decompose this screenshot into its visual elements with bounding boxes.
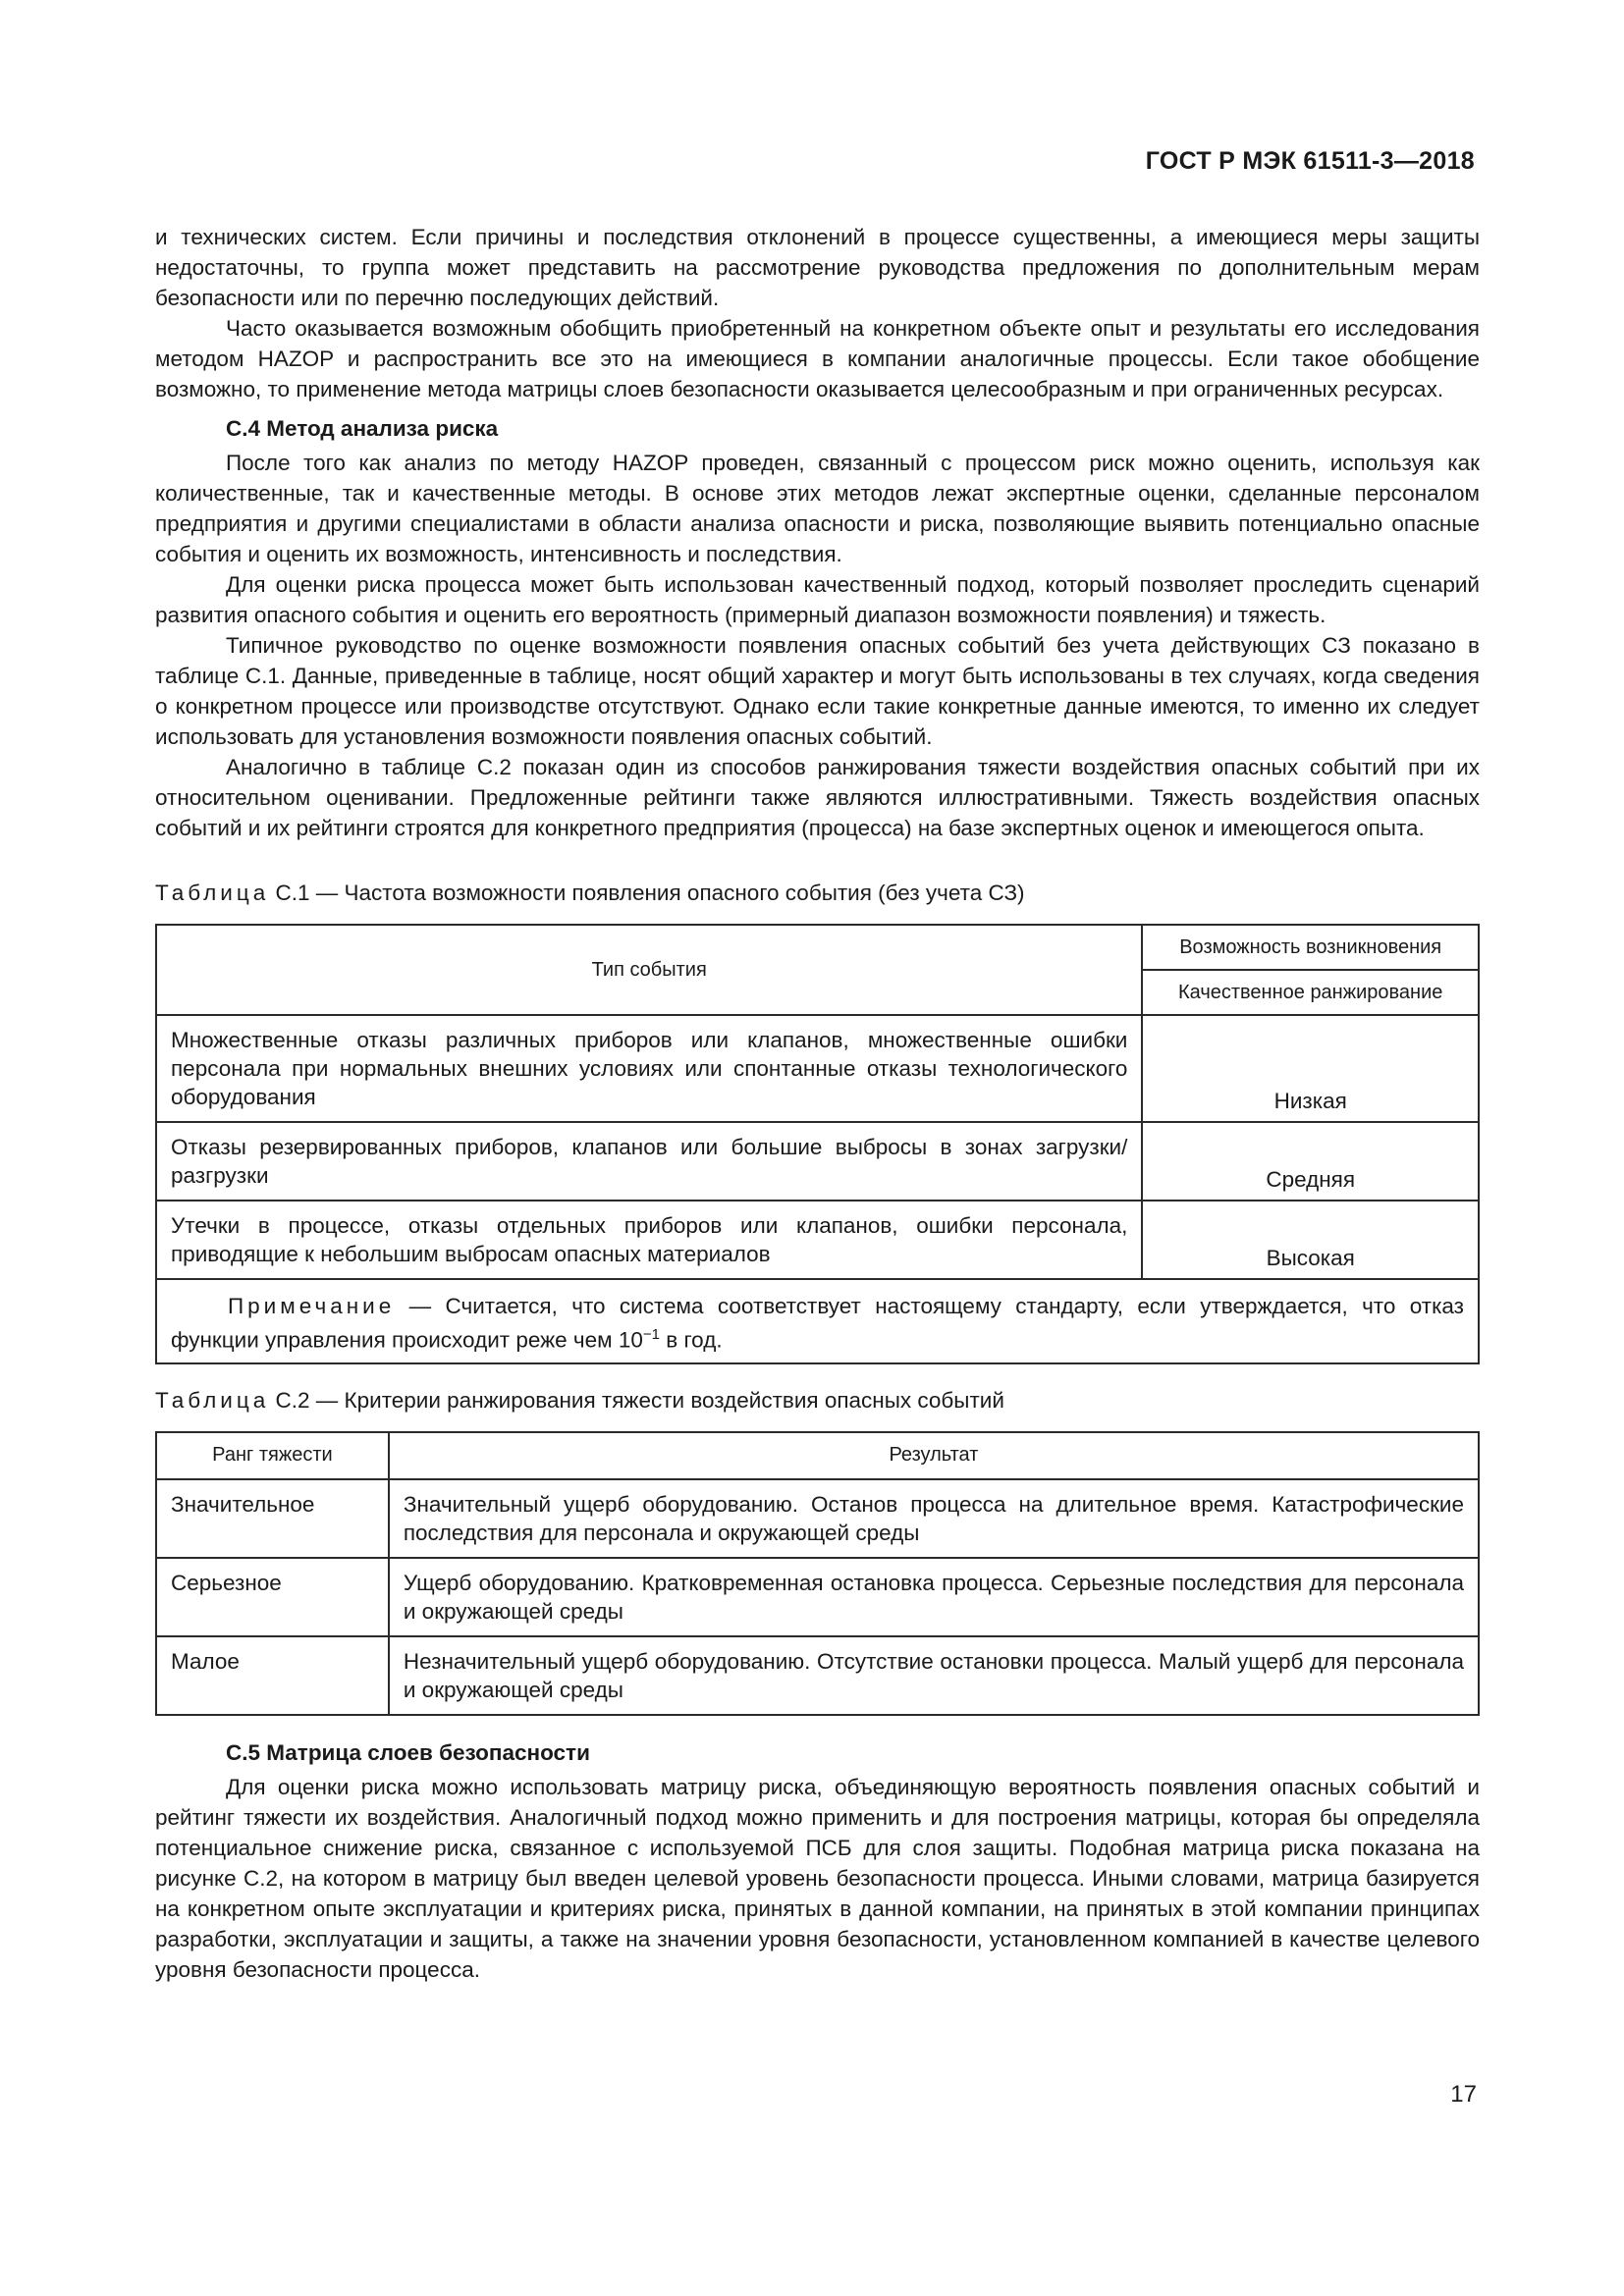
paragraph: Аналогично в таблице С.2 показан один из способов ранжирования тяжести воздействия опасных событий при их относительном оценивании. Предложенные рейтинги также являются иллюстративными. Тяжесть воздействия опасных событий и их рейтинги строятся для конкретного предприятия (процесса) на базе экспертных оценок и имеющегося опыта. bbox=[155, 755, 1480, 840]
paragraph: После того как анализ по методу HAZOP проведен, связанный с процессом риск можно оценить, используя как количественные, так и качественные методы. В основе этих методов лежат экспертные оценки, сделанные персоналом предприятия и другими специалистами в области анализа опасности и риска, позволяющие выявить потенциально опасные события и оценить их возможность, интенсивность и последствия. bbox=[155, 451, 1480, 566]
event-cell: Отказы резервированных приборов, клапанов или большие выбросы в зонах загрузки/разгрузки bbox=[156, 1122, 1142, 1201]
table-caption-label: Таблица bbox=[155, 1387, 270, 1413]
rank-cell: Значительное bbox=[156, 1479, 389, 1558]
paragraph: Часто оказывается возможным обобщить приобретенный на конкретном объекте опыт и результаты его исследования методом HAZOP и распространить все это на имеющиеся в компании аналогичные процессы. Если такое обобщение возможно, то применение метода матрицы слоев безопасности оказывается целесообразным и при ограниченных ресурсах. bbox=[155, 316, 1480, 401]
rank-cell: Малое bbox=[156, 1636, 389, 1715]
column-header-result: Результат bbox=[389, 1432, 1479, 1479]
table-c1 bbox=[155, 924, 1480, 1364]
table-row bbox=[156, 1636, 1479, 1715]
table-c2 bbox=[155, 1431, 1480, 1716]
section-heading-c5: С.5 Матрица слоев безопасности bbox=[226, 1739, 590, 1765]
note-label: Примечание bbox=[228, 1294, 396, 1318]
page-content bbox=[155, 222, 1480, 1985]
table-note-row bbox=[156, 1279, 1479, 1363]
rank-cell: Средняя bbox=[1142, 1122, 1479, 1201]
table-row bbox=[156, 1122, 1479, 1201]
event-cell: Утечки в процессе, отказы отдельных приборов или клапанов, ошибки персонала, приводящие к небольшим выбросам опасных материалов bbox=[156, 1201, 1142, 1279]
rank-cell: Низкая bbox=[1142, 1015, 1479, 1122]
table-row bbox=[156, 1015, 1479, 1122]
rank-cell: Серьезное bbox=[156, 1558, 389, 1636]
column-header-qualitative: Качественное ранжирование bbox=[1142, 970, 1479, 1015]
note-exponent: −1 bbox=[642, 1326, 661, 1343]
rank-cell: Высокая bbox=[1142, 1201, 1479, 1279]
table-caption-label: Таблица bbox=[155, 881, 270, 905]
table-caption-text: С.1 — Частота возможности появления опасного события (без учета СЗ) bbox=[275, 881, 1025, 905]
table-row bbox=[156, 1201, 1479, 1279]
column-header-event-type: Тип события bbox=[156, 925, 1142, 1015]
paragraph: Для оценки риска процесса может быть использован качественный подход, который позволяет проследить сценарий развития опасного события и оценить его вероятность (примерный диапазон возможности появления) и тяжесть. bbox=[155, 572, 1480, 627]
table-caption-text: С.2 — Критерии ранжирования тяжести воздействия опасных событий bbox=[275, 1387, 1004, 1413]
paragraph: Типичное руководство по оценке возможности появления опасных событий без учета действующих СЗ показано в таблице С.1. Данные, приведенные в таблице, носят общий характер и могут быть использованы в тех случаях, когда сведения о конкретном процессе или производстве отсутствуют. Однако если такие конкретные данные имеются, то именно их следует использовать для установления возможности появления опасных событий. bbox=[155, 633, 1480, 749]
result-cell: Значительный ущерб оборудованию. Останов процесса на длительное время. Катастрофические последствия для персонала и окружающей среды bbox=[389, 1479, 1479, 1558]
result-cell: Незначительный ущерб оборудованию. Отсутствие остановки процесса. Малый ущерб для персонала и окружающей среды bbox=[389, 1636, 1479, 1715]
table-row bbox=[156, 1479, 1479, 1558]
paragraph: и технических систем. Если причины и последствия отклонений в процессе существенны, а имеющиеся меры защиты недостаточны, то группа может представить на рассмотрение руководства предложения по дополнительным мерам безопасности или по перечню последующих действий. bbox=[155, 225, 1480, 310]
result-cell: Ущерб оборудованию. Кратковременная остановка процесса. Серьезные последствия для персонала и окружающей среды bbox=[389, 1558, 1479, 1636]
note-tail: в год. bbox=[660, 1327, 723, 1353]
section-heading-c4: С.4 Метод анализа риска bbox=[226, 416, 499, 441]
table-row bbox=[156, 1558, 1479, 1636]
paragraph: Для оценки риска можно использовать матрицу риска, объединяющую вероятность появления опасных событий и рейтинг тяжести их воздействия. Аналогичный подход можно применить и для построения матрицы, которая бы определяла потенциальное снижение риска, связанное с используемой ПСБ для слоя защиты. Подобная матрица риска показана на рисунке С.2, на котором в матрицу был введен целевой уровень безопасности процесса. Иными словами, матрица базируется на конкретном опыте эксплуатации и критериях риска, принятых в данной компании, на принятых в этой компании принципах разработки, эксплуатации и защиты, а также на значении уровня безопасности, установленном компанией в качестве целевого уровня безопасности процесса. bbox=[155, 1774, 1480, 1982]
table-c2-caption bbox=[155, 1386, 1480, 1415]
column-header-rank: Ранг тяжести bbox=[156, 1432, 389, 1479]
table-note bbox=[156, 1279, 1479, 1363]
event-cell: Множественные отказы различных приборов или клапанов, множественные ошибки персонала при нормальных внешних условиях или спонтанные отказы технологического оборудования bbox=[156, 1015, 1142, 1122]
page-number: 17 bbox=[1450, 2081, 1477, 2108]
column-header-possibility: Возможность возникновения bbox=[1142, 925, 1479, 970]
table-c1-caption bbox=[155, 879, 1480, 908]
note-text: — Считается, что система соответствует настоящему стандарту, если утверждается, что отказ функции управления происходит реже чем 10 bbox=[171, 1294, 1464, 1353]
standard-designation: ГОСТ Р МЭК 61511-3—2018 bbox=[1145, 147, 1475, 175]
